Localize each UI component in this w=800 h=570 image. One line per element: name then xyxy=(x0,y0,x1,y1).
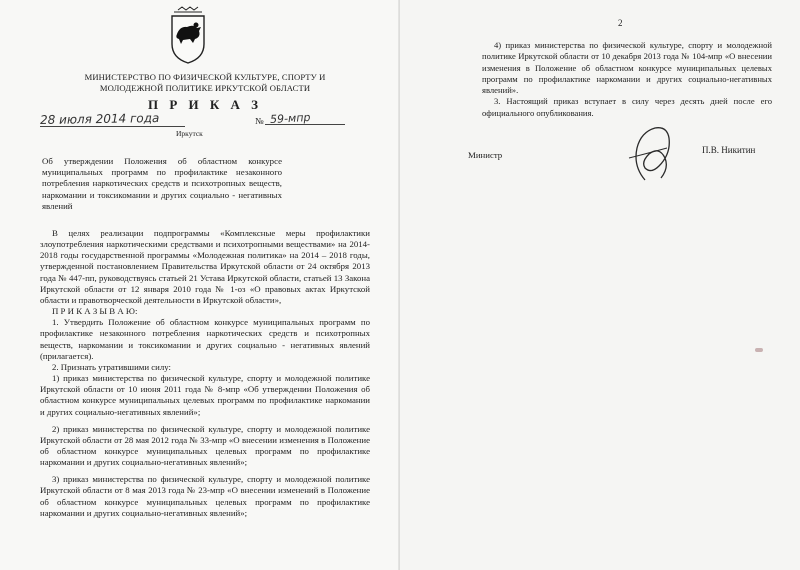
document-subject: Об утверждении Положения об областном конкурсе муниципальных программ по профилактике незаконного потребления наркотических средств и психотропных веществ, наркомании и токсикомании и других социально - негативных явлений xyxy=(42,156,282,211)
date-underline xyxy=(40,126,185,127)
signatory-name: П.В. Никитин xyxy=(702,145,756,155)
right-body xyxy=(482,40,772,119)
paragraph-item-3: 3. Настоящий приказ вступает в силу через десять дней после его официального опубликования. xyxy=(482,96,772,118)
page-number: 2 xyxy=(618,18,623,28)
ministry-line-1: МИНИСТЕРСТВО ПО ФИЗИЧЕСКОЙ КУЛЬТУРЕ, СПОРТУ И xyxy=(84,72,326,82)
city: Иркутск xyxy=(176,129,203,138)
paragraph-item-2: 2. Признать утратившими силу: xyxy=(52,361,171,372)
ministry-line-2: МОЛОДЕЖНОЙ ПОЛИТИКЕ ИРКУТСКОЙ ОБЛАСТИ xyxy=(99,83,311,93)
signature-icon xyxy=(615,118,685,188)
ministry-name xyxy=(40,72,370,94)
signatory-title: Министр xyxy=(468,150,503,160)
paragraph-subitem-2: 2) приказ министерства по физической культуре, спорту и молодежной политике Иркутской области от 28 мая 2012 года № 33-мпр «О внесении изменения в Положение об областном конкурсе муниципальных целевых программ по профилактике наркомании и других социально-негативных явлений»; xyxy=(40,423,370,468)
paragraph-item-1: 1. Утвердить Положение об областном конкурсе муниципальных программ по профилактике незаконного потребления наркотических средств и психотропных веществ, наркомании и токсикомании и других социально - негативных явлений (прилагается). xyxy=(40,317,370,361)
left-body xyxy=(40,228,370,519)
paragraph-preamble: В целях реализации подпрограммы «Комплексные меры профилактики злоупотребления наркотическими средствами и психотропными веществами» на 2014-2018 годы государственной программы «Молодежная политика» на 2014 – 2018 годы, утвержденной постановлением Правительства Иркутской области от 24 октября 2013 года № 447-пп, руководствуясь статьей 21 Устава Иркутской области, статьей 13 Закона Иркутской области от 12 января 2010 года № 1-оз «О правовых актах Иркутской области и правотворческой деятельности в Иркутской области», xyxy=(40,228,370,305)
right-page xyxy=(400,0,800,570)
number-handwritten: 59-мпр xyxy=(269,110,311,127)
document-type: П Р И К А З xyxy=(147,97,263,112)
paragraph-subitem-4: 4) приказ министерства по физической культуре, спорту и молодежной политике Иркутской области от 10 декабря 2013 года № 104-мпр «О внесении изменения в Положение об областном конкурсе муниципальных целевых программ по профилактике наркомании и других социально-негативных явлений». xyxy=(482,40,772,96)
stamp-mark xyxy=(755,348,763,352)
number-underline xyxy=(265,124,345,125)
paragraph-order-word: П Р И К А З Ы В А Ю: xyxy=(52,306,138,317)
paragraph-subitem-1: 1) приказ министерства по физической культуре, спорту и молодежной политике Иркутской области от 10 июня 2011 года № 8-мпр «Об утверждении Положения об областном конкурсе муниципальных целевых программ по профилактике наркомании и других социально-негативных явлений»; xyxy=(40,373,370,417)
date-handwritten: 28 июля 2014 года xyxy=(39,110,160,128)
number-sign: № xyxy=(255,116,264,126)
coat-of-arms-icon xyxy=(168,6,208,64)
paragraph-subitem-3: 3) приказ министерства по физической культуре, спорту и молодежной политике Иркутской области от 8 мая 2013 года № 23-мпр «О внесении изменений в Положение об областном конкурсе муниципальных целевых программ по профилактике наркомании и других социально-негативных явлений»; xyxy=(40,474,370,518)
